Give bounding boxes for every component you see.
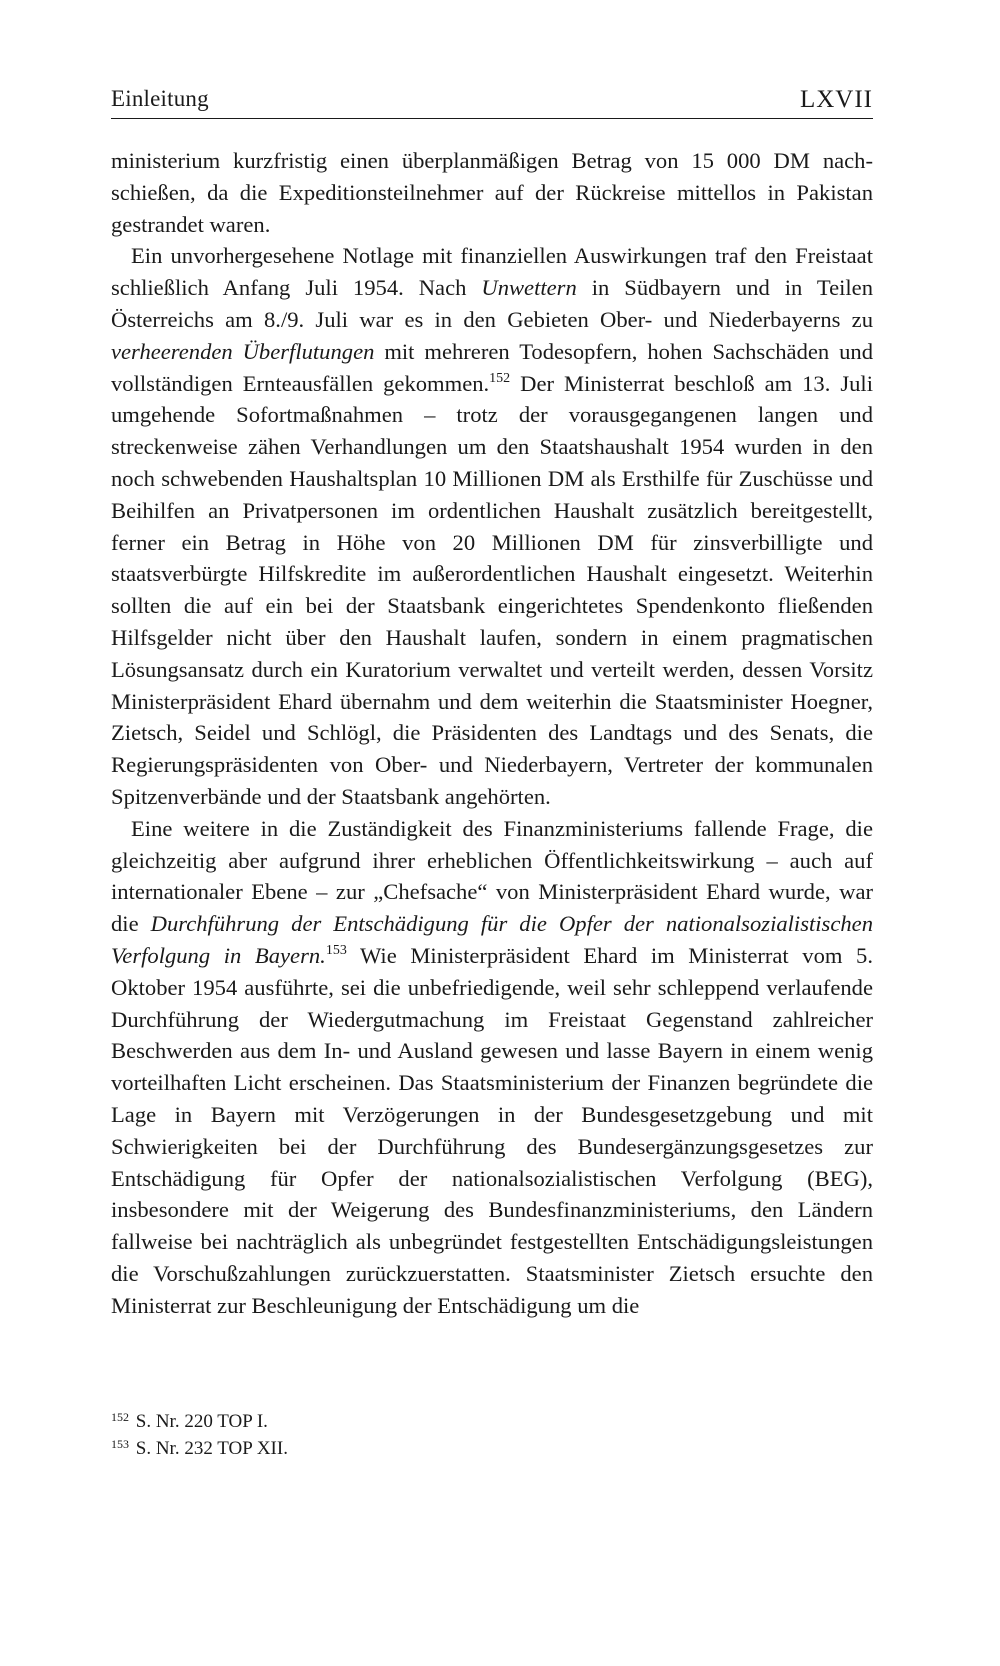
emphasized-text: Unwettern	[481, 275, 577, 301]
footnote-reference: 152	[489, 370, 511, 386]
footnote-reference: 153	[325, 942, 347, 958]
emphasized-text: verheerenden Überflutungen	[111, 338, 375, 364]
footnote-number: 153	[111, 1437, 129, 1451]
paragraph	[111, 145, 873, 240]
text-run: Wie Ministerpräsident Ehard im Ministerrat vom 5. Oktober 1954 ausführte, sei die unbefriedigende, weil sehr schleppend verlaufende Durchführung der Wiedergutmachung im Freistaat Gegenstand zahlreicher Beschwerden aus dem In- und Ausland gewesen und lasse Bayern in einem wenig vorteilhaften Licht erscheinen. Das Staatsministerium der Finanzen begründete die Lage in Bayern mit Verzögerungen in der Bundesgesetzgebung und mit Schwierigkeiten bei der Durchführung des Bundesergänzungsgesetzes zur Entschädigung für Opfer der nationalsozialistischen Verfolgung (BEG), insbesondere mit der Weigerung des Bundesfinanzministeriums, den Ländern fallweise bei nachträglich als unbegründet festgestellten Entschädigungsleistungen die Vorschußzahlungen zurückzuerstatten. Staatsminister Zietsch ersuchte den Ministerrat zur Beschleunigung der Entschädigung um die	[111, 942, 874, 1318]
footnote	[111, 1408, 873, 1435]
text-run: Ein unvorhergesehene Notlage mit finanziellen Auswirkungen traf den Freistaat schließlich Anfang Juli 1954. Nach	[111, 243, 873, 301]
footnote-number: 152	[111, 1410, 129, 1424]
footnote-text: S. Nr. 232 TOP XII.	[135, 1438, 288, 1459]
text-run: Der Ministerrat beschloß am 13. Juli umgehende Sofortmaßnahmen – trotz der vorausgegangenen langen und streckenweise zähen Verhandlungen um den Staatshaushalt 1954 wurden in den noch schwebenden Haushaltsplan 10 Millionen DM als Ersthilfe für Zuschüsse und Beihilfen an Privatpersonen im ordentlichen Haushalt zusätzlich bereitgestellt, ferner ein Betrag in Höhe von 20 Millionen DM für zinsverbilligte und staatsverbürgte Hilfskredite im außerordentlichen Haushalt eingesetzt. Weiterhin sollten die auf ein bei der Staatsbank eingerichtetes Spendenkonto fließenden Hilfsgelder nicht über den Haushalt laufen, sondern in einem pragmatischen Lösungsansatz durch ein Kuratorium verwaltet und verteilt werden, dessen Vorsitz Ministerpräsident Ehard übernahm und dem weiterhin die Staatsminister Hoegner, Zietsch, Seidel und Schlögl, die Präsidenten des Landtags und des Senats, die Regierungspräsidenten von Ober- und Niederbayern, Vertreter der kommunalen Spitzenverbände und der Staatsbank angehörten.	[111, 370, 873, 809]
text-run: mit mehreren Todesopfern, hohen Sachschäden und vollständigen Ernteausfällen gekommen.	[111, 338, 873, 396]
section-title: Einleitung	[111, 86, 209, 111]
text-run: in Südbayern und in Teilen Österreichs am 8./9. Juli war es in den Gebieten Ober- und Niederbayerns zu	[111, 275, 873, 332]
footnote	[111, 1435, 873, 1462]
text-run: ministerium kurzfristig einen überplanmäßigen Betrag von 15 000 DM nachschießen, da die Expeditionsteilnehmer auf der Rückreise mittellos in Pakistan gestrandet waren.	[111, 148, 873, 237]
footnotes	[111, 1408, 873, 1462]
running-head	[111, 82, 873, 119]
text-run: Eine weitere in die Zuständigkeit des Finanzministeriums fallende Frage, die gleichzeitig aber aufgrund ihrer erheblichen Öffentlichkeitswirkung – auch auf internationaler Ebene – zur „Chefsache“ von Ministerpräsident Ehard wurde, war die	[111, 815, 873, 937]
paragraph	[111, 240, 873, 812]
paragraph	[111, 813, 873, 1322]
footnote-text: S. Nr. 220 TOP I.	[135, 1411, 268, 1432]
emphasized-text: Durchführung der Entschädigung für die Opfer der nationalsozialistischen Verfolgung in Bayern.	[111, 911, 873, 968]
page-number: LXVII	[799, 86, 873, 113]
body-text	[111, 145, 873, 1321]
